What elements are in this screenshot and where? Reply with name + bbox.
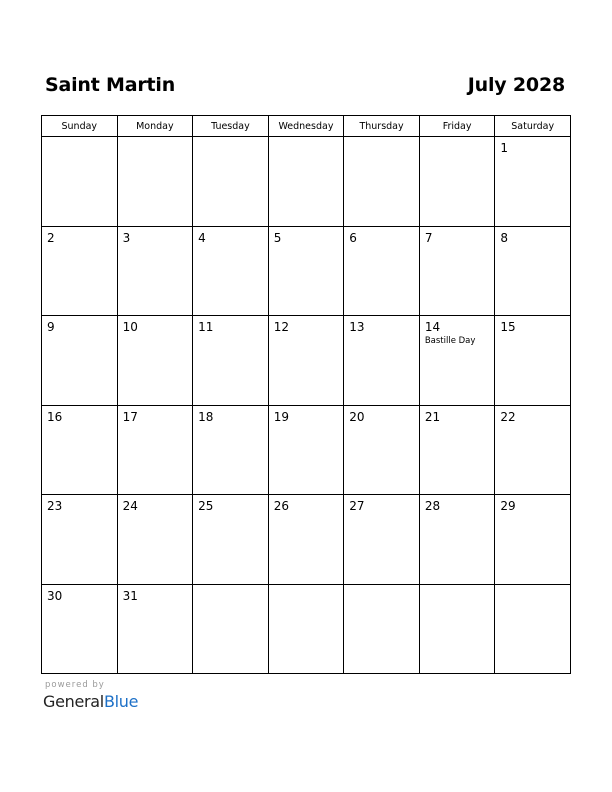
day-cell	[42, 226, 118, 316]
day-number: 4	[198, 230, 206, 245]
day-cell	[495, 226, 571, 316]
day-number: 9	[47, 320, 55, 334]
day-number: 23	[47, 499, 63, 513]
day-cell	[117, 495, 193, 585]
week-row	[42, 226, 571, 316]
holiday-label: Bastille Day	[424, 336, 476, 346]
day-number: 18	[198, 409, 214, 424]
day-number: 15	[500, 320, 516, 334]
day-number: 8	[500, 230, 509, 245]
day-cell	[117, 584, 193, 674]
day-cell	[344, 316, 420, 406]
day-cell	[117, 137, 193, 227]
day-cell	[268, 495, 344, 585]
day-cell	[344, 405, 420, 495]
day-number: 13	[349, 320, 365, 334]
day-cell	[419, 495, 495, 585]
weekday-header: Wednesday	[268, 116, 344, 137]
day-cell	[495, 137, 571, 227]
day-cell	[193, 137, 269, 227]
weeks-body	[42, 137, 571, 674]
day-number: 17	[122, 409, 138, 424]
day-number: 21	[424, 409, 441, 424]
day-cell	[268, 316, 344, 406]
weekday-header: Monday	[117, 116, 193, 137]
day-cell	[419, 584, 495, 674]
weekday-header: Sunday	[42, 116, 118, 137]
country-title: Saint Martin	[45, 74, 176, 96]
day-number: 11	[198, 320, 214, 334]
brand-name-second: Blue	[103, 692, 139, 711]
day-number: 1	[500, 141, 509, 155]
day-cell	[495, 405, 571, 495]
weekday-header-row	[42, 116, 571, 137]
weekday-header: Tuesday	[193, 116, 269, 137]
day-cell	[268, 405, 344, 495]
day-number: 14	[424, 320, 441, 334]
week-row	[42, 137, 571, 227]
day-cell	[419, 316, 495, 406]
day-number: 7	[424, 230, 433, 245]
day-number: 22	[500, 409, 516, 424]
day-cell	[268, 584, 344, 674]
week-row	[42, 584, 571, 674]
calendar-header	[45, 70, 565, 100]
day-cell	[268, 226, 344, 316]
day-cell	[419, 137, 495, 227]
day-cell	[42, 316, 118, 406]
day-cell	[419, 405, 495, 495]
day-cell	[495, 584, 571, 674]
week-row	[42, 316, 571, 406]
day-cell	[117, 316, 193, 406]
powered-by-label: powered by	[45, 680, 105, 690]
week-row	[42, 405, 571, 495]
day-number: 10	[122, 320, 138, 334]
day-cell	[193, 495, 269, 585]
day-cell	[42, 584, 118, 674]
day-number: 28	[424, 499, 441, 513]
calendar-grid	[41, 115, 571, 674]
weekday-header: Saturday	[495, 116, 571, 137]
day-cell	[193, 226, 269, 316]
day-number: 25	[198, 499, 214, 513]
day-number: 27	[349, 499, 365, 513]
day-number: 16	[47, 409, 63, 424]
month-title: July 2028	[467, 74, 565, 96]
brand-logo[interactable]	[43, 692, 138, 711]
day-cell	[344, 137, 420, 227]
day-cell	[419, 226, 495, 316]
branding	[43, 680, 138, 711]
day-cell	[117, 405, 193, 495]
day-cell	[268, 137, 344, 227]
day-number: 26	[273, 499, 289, 513]
day-cell	[495, 316, 571, 406]
day-cell	[42, 137, 118, 227]
day-number: 19	[273, 409, 289, 424]
day-number: 31	[122, 588, 138, 603]
weekday-header: Thursday	[344, 116, 420, 137]
week-row	[42, 495, 571, 585]
day-number: 30	[47, 588, 63, 603]
day-number: 2	[47, 230, 55, 245]
weekday-header: Friday	[419, 116, 495, 137]
day-cell	[42, 495, 118, 585]
day-number: 24	[122, 499, 138, 513]
day-cell	[495, 495, 571, 585]
day-cell	[117, 226, 193, 316]
day-number: 12	[273, 320, 289, 334]
day-number: 20	[349, 409, 365, 424]
day-number: 5	[273, 230, 282, 245]
day-cell	[193, 316, 269, 406]
brand-name-first: General	[43, 692, 104, 711]
day-cell	[344, 495, 420, 585]
day-cell	[193, 405, 269, 495]
day-cell	[42, 405, 118, 495]
day-number: 6	[349, 230, 357, 245]
day-cell	[344, 226, 420, 316]
day-number: 3	[122, 230, 131, 245]
day-number: 29	[500, 499, 516, 513]
day-cell	[193, 584, 269, 674]
day-cell	[344, 584, 420, 674]
